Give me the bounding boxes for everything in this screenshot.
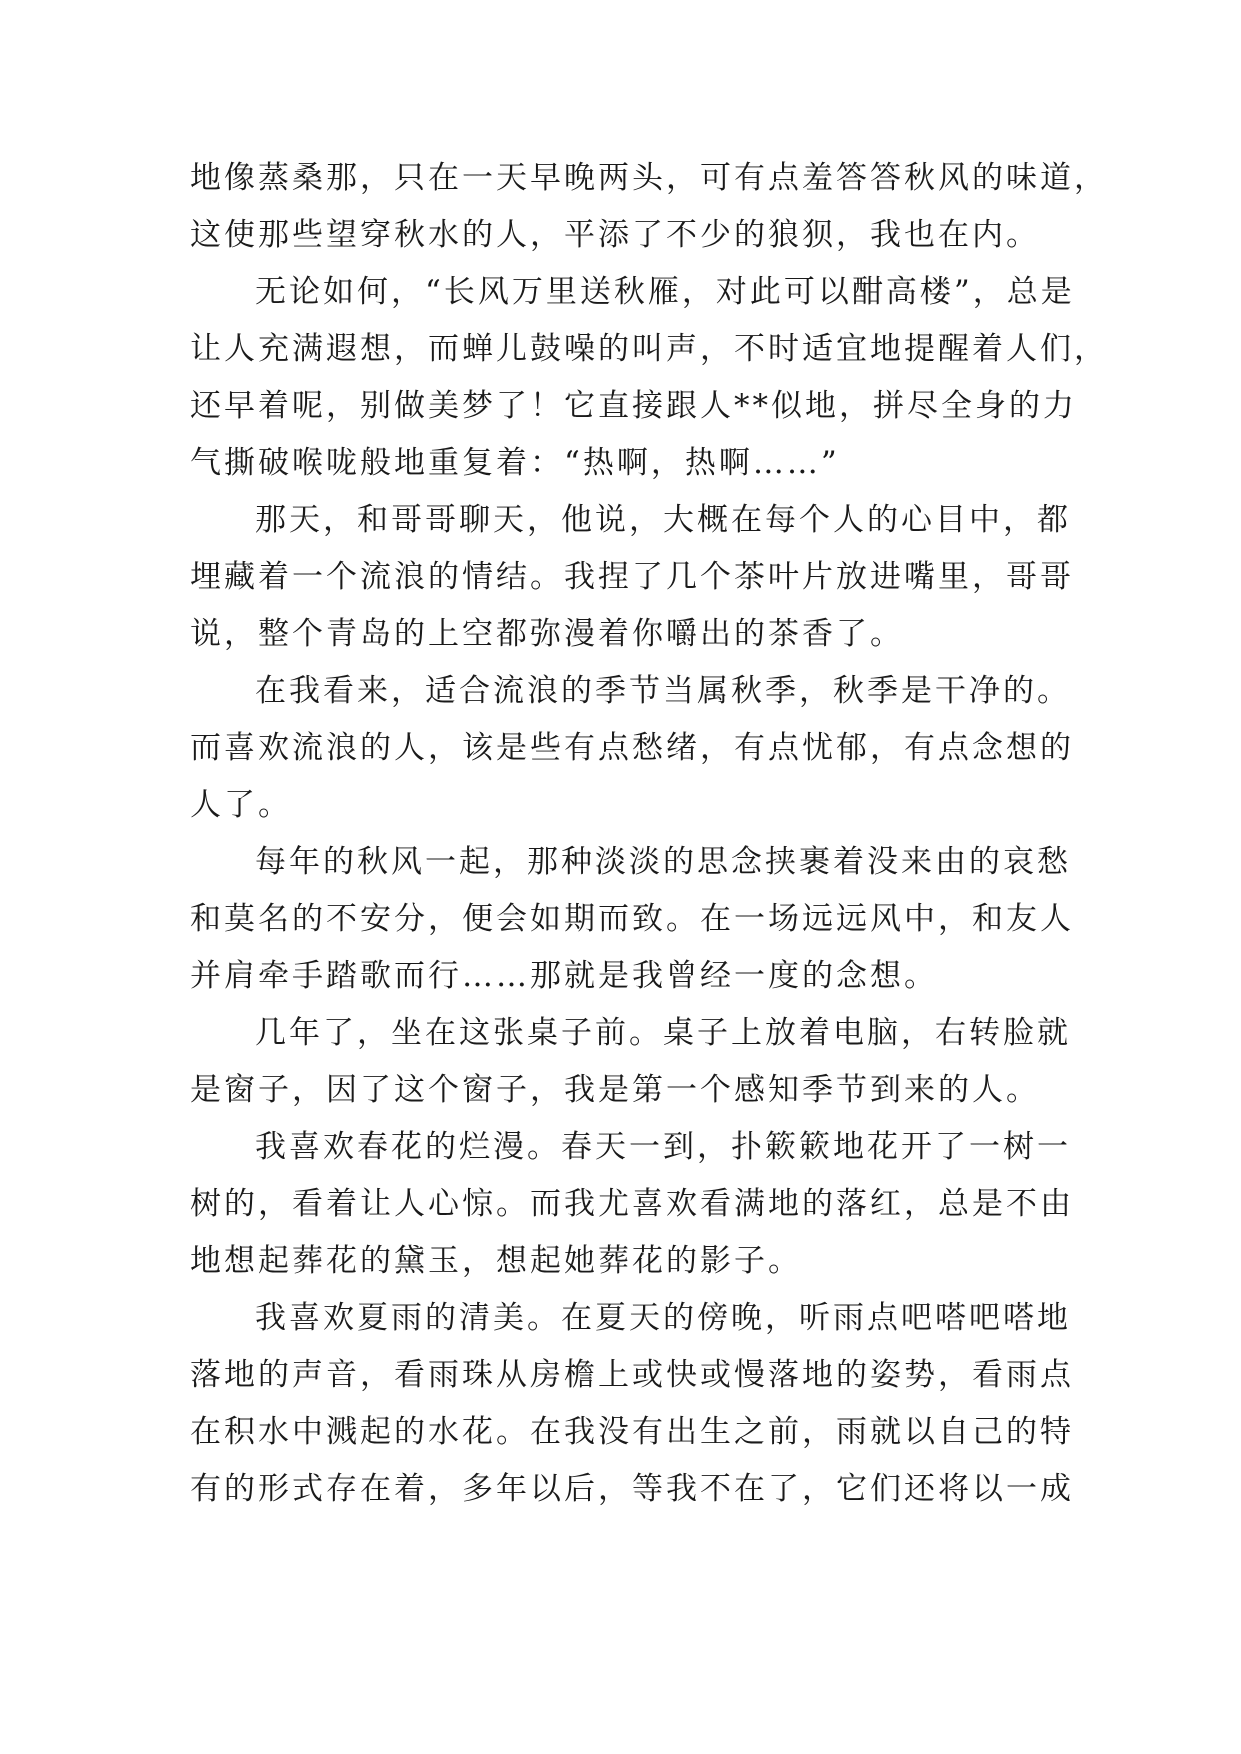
text-line: 是窗子，因了这个窗子，我是第一个感知季节到来的人。	[190, 1072, 1040, 1108]
text-line: 在我看来，适合流浪的季节当属秋季，秋季是干净的。	[255, 673, 1071, 709]
text-line: 有的形式存在着，多年以后，等我不在了，它们还将以一成	[190, 1471, 1074, 1507]
text-line: 这使那些望穿秋水的人，平添了不少的狼狈，我也在内。	[190, 217, 1040, 253]
text-line: 地像蒸桑那，只在一天早晚两头，可有点羞答答秋风的味道，	[190, 160, 1108, 196]
text-line: 无论如何，“长风万里送秋雁，对此可以酣高楼”，总是	[255, 274, 1075, 310]
text-line: 树的，看着让人心惊。而我尤喜欢看满地的落红，总是不由	[190, 1186, 1074, 1222]
text-line: 我喜欢春花的烂漫。春天一到，扑簌簌地花开了一树一	[255, 1129, 1071, 1165]
text-line: 那天，和哥哥聊天，他说，大概在每个人的心目中，都	[255, 502, 1071, 538]
text-line: 地想起葬花的黛玉，想起她葬花的影子。	[190, 1243, 802, 1279]
text-line: 和莫名的不安分，便会如期而致。在一场远远风中，和友人	[190, 901, 1074, 937]
text-line: 说，整个青岛的上空都弥漫着你嚼出的茶香了。	[190, 616, 904, 652]
text-line: 人了。	[190, 787, 292, 823]
body-text	[190, 150, 1108, 1518]
text-line: 落地的声音，看雨珠从房檐上或快或慢落地的姿势，看雨点	[190, 1357, 1074, 1393]
text-line: 每年的秋风一起，那种淡淡的思念挟裹着没来由的哀愁	[255, 844, 1071, 880]
text-line: 在积水中溅起的水花。在我没有出生之前，雨就以自己的特	[190, 1414, 1074, 1450]
text-line: 我喜欢夏雨的清美。在夏天的傍晚，听雨点吧嗒吧嗒地	[255, 1300, 1071, 1336]
text-line: 而喜欢流浪的人，该是些有点愁绪，有点忧郁，有点念想的	[190, 730, 1074, 766]
text-line: 还早着呢，别做美梦了！它直接跟人**似地，拼尽全身的力	[190, 388, 1077, 424]
text-line: 并肩牵手踏歌而行……那就是我曾经一度的念想。	[190, 958, 938, 994]
text-line: 气撕破喉咙般地重复着：“热啊，热啊……”	[190, 445, 840, 481]
text-line: 几年了，坐在这张桌子前。桌子上放着电脑，右转脸就	[255, 1015, 1071, 1051]
text-line: 埋藏着一个流浪的情结。我捏了几个茶叶片放进嘴里，哥哥	[190, 559, 1074, 595]
text-line: 让人充满遐想，而蝉儿鼓噪的叫声，不时适宜地提醒着人们，	[190, 331, 1108, 367]
